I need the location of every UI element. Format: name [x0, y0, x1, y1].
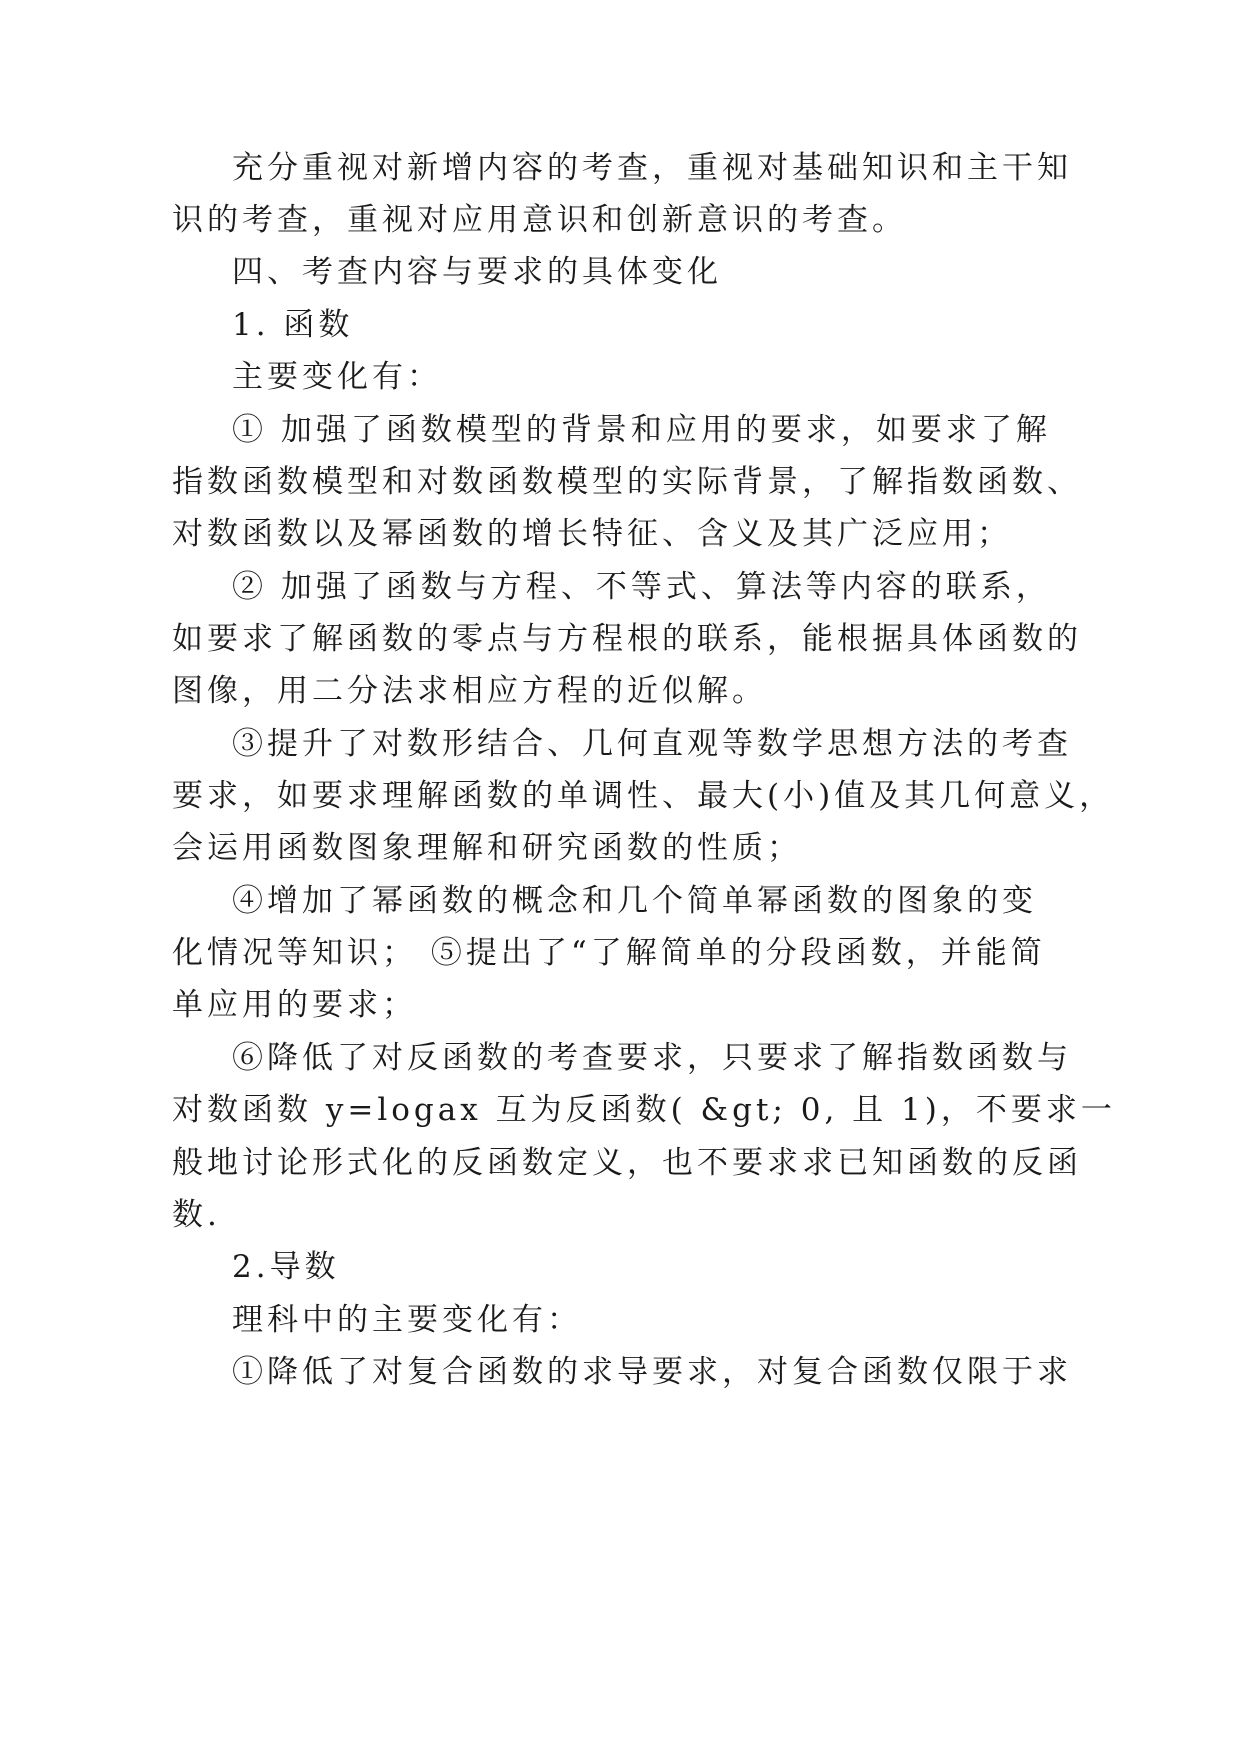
- text-line: ③提升了对数形结合、几何直观等数学思想方法的考查: [232, 726, 1072, 762]
- subsection-heading: 2.导数: [232, 1249, 340, 1285]
- text-line: 会运用函数图象理解和研究函数的性质；: [172, 830, 802, 866]
- text-line: 指数函数模型和对数函数模型的实际背景，了解指数函数、: [172, 464, 1082, 500]
- text-line: ⑥降低了对反函数的考查要求，只要求了解指数函数与: [232, 1040, 1072, 1076]
- text-line: 理科中的主要变化有：: [232, 1302, 582, 1338]
- section-heading: 四、考查内容与要求的具体变化: [232, 254, 722, 290]
- text-line: 充分重视对新增内容的考查，重视对基础知识和主干知: [232, 150, 1072, 186]
- text-line: ④增加了幂函数的概念和几个简单幂函数的图象的变: [232, 883, 1037, 919]
- text-line: 主要变化有：: [232, 359, 442, 395]
- text-line: 如要求了解函数的零点与方程根的联系，能根据具体函数的: [172, 621, 1082, 657]
- subsection-heading: 1. 函数: [232, 307, 354, 343]
- text-line: ① 加强了函数模型的背景和应用的要求，如要求了解: [232, 412, 1051, 448]
- text-line: 对数函数以及幂函数的增长特征、含义及其广泛应用；: [172, 516, 1012, 552]
- text-line: 数.: [172, 1197, 221, 1233]
- text-line: ①降低了对复合函数的求导要求，对复合函数仅限于求: [232, 1354, 1072, 1390]
- text-line: 般地讨论形式化的反函数定义，也不要求求已知函数的反函: [172, 1145, 1082, 1181]
- text-line: ② 加强了函数与方程、不等式、算法等内容的联系，: [232, 569, 1051, 605]
- text-line: 要求，如要求理解函数的单调性、最大(小)值及其几何意义，: [172, 778, 1115, 814]
- text-line: 对数函数 y=logax 互为反函数( &gt; 0, 且 1)，不要求一: [172, 1092, 1116, 1128]
- text-line: 化情况等知识； ⑤提出了“了解简单的分段函数，并能简: [172, 935, 1046, 971]
- text-line: 识的考查，重视对应用意识和创新意识的考查。: [172, 202, 907, 238]
- text-line: 图像，用二分法求相应方程的近似解。: [172, 673, 767, 709]
- text-line: 单应用的要求；: [172, 987, 417, 1023]
